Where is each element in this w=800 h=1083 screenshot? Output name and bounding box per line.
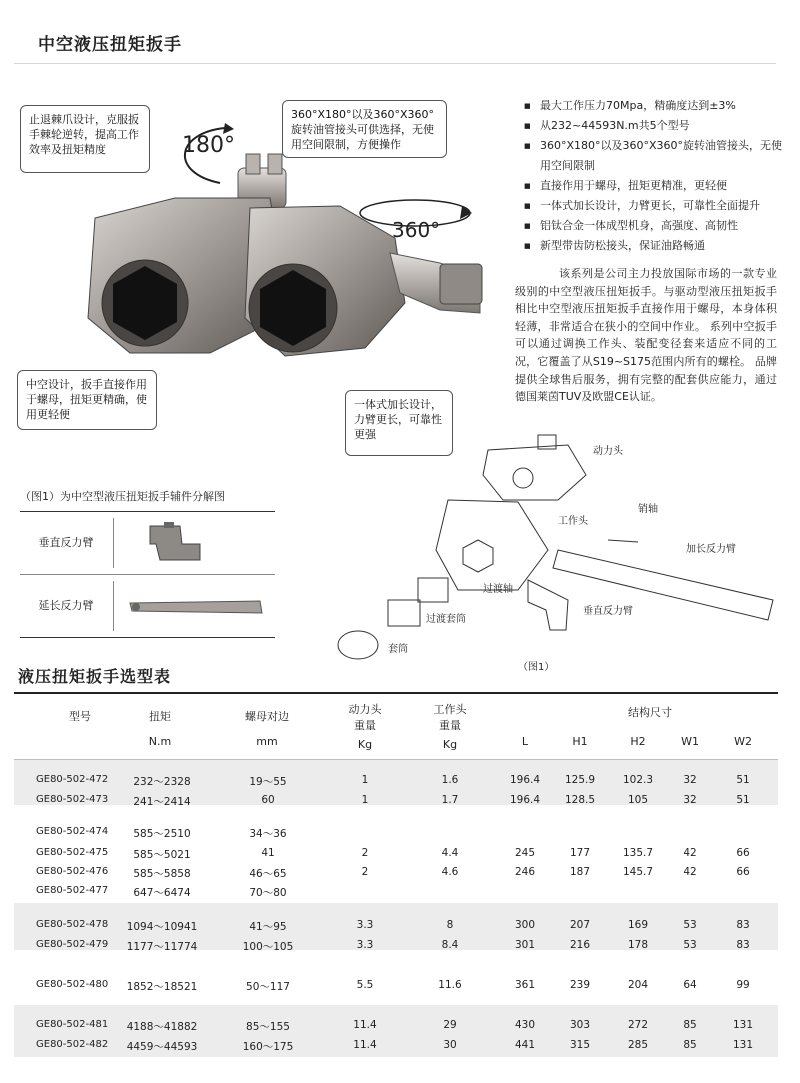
exploded-diagram — [318, 430, 798, 675]
cell-W2: 51 — [736, 794, 750, 806]
cell-W1: 32 — [683, 794, 697, 806]
label-power-head: 动力头 — [593, 446, 623, 457]
row-divider — [113, 581, 114, 631]
feature-item: ■ 新型带齿防松接头，保证油路畅通 — [522, 236, 792, 256]
cell-W2: 83 — [736, 939, 750, 951]
cell-nut: 160～175 — [242, 1041, 294, 1053]
cell-nut: 85～155 — [246, 1021, 290, 1033]
col-header-W2: W2 — [734, 735, 752, 748]
cell-H1: 128.5 — [564, 794, 596, 806]
cell-L: 245 — [514, 847, 536, 859]
cell-W2: 99 — [736, 979, 750, 991]
cell-W1: 42 — [683, 866, 697, 878]
cell-torque: 232～2328 — [133, 776, 191, 788]
cell-H1: 303 — [569, 1019, 591, 1031]
feature-item: ■ 最大工作压力70Mpa，精确度达到±3% — [522, 96, 792, 116]
cell-model: GE80-502-475 — [36, 847, 109, 858]
cell-model: GE80-502-480 — [36, 979, 109, 990]
cell-model: GE80-502-472 — [36, 774, 109, 785]
col-header-model: 型号 — [69, 710, 91, 723]
cell-L: 430 — [514, 1019, 536, 1031]
accessory-row — [20, 575, 275, 637]
cell-W2: 131 — [732, 1039, 754, 1051]
cell-H2: 204 — [627, 979, 649, 991]
title-divider — [14, 63, 776, 64]
cell-H2: 135.7 — [622, 847, 654, 859]
col-header-dimensions: 结构尺寸 — [628, 706, 672, 719]
feature-item: ■ 从232~44593N.m共5个型号 — [522, 116, 792, 136]
cell-L: 301 — [514, 939, 536, 951]
cell-H1: 177 — [569, 847, 591, 859]
cell-H2: 105 — [627, 794, 649, 806]
accessory-table — [20, 511, 275, 638]
cell-power-weight: 2 — [361, 847, 369, 859]
cell-W1: 85 — [683, 1039, 697, 1051]
cell-torque: 4188～41882 — [126, 1021, 198, 1033]
callout-extension: 一体式加长设计，力臂更长，可靠性更强 — [345, 390, 453, 456]
cell-nut: 19～55 — [249, 776, 287, 788]
cell-W1: 53 — [683, 919, 697, 931]
cell-power-weight: 11.4 — [353, 1019, 377, 1031]
col-header-work-unit: Kg — [442, 738, 458, 751]
cell-H2: 178 — [627, 939, 649, 951]
label-sleeve: 过渡轴 — [483, 584, 513, 595]
cell-power-weight: 1 — [361, 774, 369, 786]
col-header-L: L — [521, 735, 529, 748]
col-header-nut: 螺母对边 — [245, 710, 289, 723]
feature-item: ■ 铝钛合金一体成型机身，高强度、高韧性 — [522, 216, 792, 236]
cell-power-weight: 3.3 — [356, 919, 374, 931]
cell-torque: 585～5858 — [133, 868, 191, 880]
col-header-power-weight: 动力头 — [348, 703, 382, 716]
cell-H2: 272 — [627, 1019, 649, 1031]
cell-H1: 125.9 — [564, 774, 596, 786]
cell-nut: 50～117 — [246, 981, 290, 993]
cell-nut: 41 — [261, 847, 275, 859]
accessory-caption: （图1）为中空型液压扭矩扳手辅件分解图 — [20, 490, 225, 503]
cell-work-weight: 8 — [446, 919, 454, 931]
product-photo — [10, 88, 505, 478]
cell-torque: 1177～11774 — [126, 941, 198, 953]
cell-torque: 4459～44593 — [126, 1041, 198, 1053]
feature-list — [522, 96, 792, 256]
col-header-torque: 扭矩 — [149, 710, 171, 723]
cell-model: GE80-502-481 — [36, 1019, 109, 1030]
cell-H2: 285 — [627, 1039, 649, 1051]
cell-torque: 1094～10941 — [126, 921, 198, 933]
cell-model: GE80-502-474 — [36, 826, 109, 837]
cell-power-weight: 11.4 — [353, 1039, 377, 1051]
cell-torque: 647～6474 — [133, 887, 191, 899]
cell-nut: 70～80 — [249, 887, 287, 899]
cell-L: 441 — [514, 1039, 536, 1051]
cell-torque: 241～2414 — [133, 796, 191, 808]
label-vert-arm: 垂直反力臂 — [583, 606, 633, 617]
extended-arm-image — [120, 579, 270, 633]
cell-H1: 207 — [569, 919, 591, 931]
cell-model: GE80-502-478 — [36, 919, 109, 930]
cell-work-weight: 4.4 — [441, 847, 459, 859]
cell-nut: 46～65 — [249, 868, 287, 880]
cell-W1: 32 — [683, 774, 697, 786]
cell-W1: 85 — [683, 1019, 697, 1031]
col-header-H1: H1 — [572, 735, 588, 748]
cell-nut: 60 — [261, 794, 275, 806]
cell-torque: 585～5021 — [133, 849, 191, 861]
cell-W2: 131 — [732, 1019, 754, 1031]
cell-work-weight: 4.6 — [441, 866, 459, 878]
cell-nut: 41～95 — [249, 921, 287, 933]
cell-L: 361 — [514, 979, 536, 991]
label-work-head: 工作头 — [558, 516, 588, 527]
vertical-arm-image — [120, 516, 270, 570]
exploded-caption: （图1） — [518, 662, 555, 673]
cell-W2: 66 — [736, 866, 750, 878]
cell-H1: 239 — [569, 979, 591, 991]
rotation-180-label: 180° — [182, 133, 235, 158]
cell-torque: 1852～18521 — [126, 981, 198, 993]
accessory-row — [20, 512, 275, 574]
col-header-nut-unit: mm — [256, 735, 278, 748]
cell-H2: 102.3 — [622, 774, 654, 786]
callout-hollow: 中空设计，扳手直接作用于螺母，扭矩更精确，使用更轻便 — [17, 370, 157, 430]
cell-L: 196.4 — [509, 774, 541, 786]
col-header-H2: H2 — [630, 735, 646, 748]
cell-H1: 315 — [569, 1039, 591, 1051]
col-header-power-weight-2: 重量 — [354, 719, 376, 732]
cell-W2: 66 — [736, 847, 750, 859]
cell-H2: 169 — [627, 919, 649, 931]
cell-H1: 187 — [569, 866, 591, 878]
cell-L: 246 — [514, 866, 536, 878]
cell-work-weight: 30 — [443, 1039, 457, 1051]
callout-anti-reverse: 止退棘爪设计，克服扳手棘轮逆转，提高工作效率及扭矩精度 — [20, 105, 150, 173]
col-header-torque-unit: N.m — [148, 735, 172, 748]
cell-power-weight: 5.5 — [356, 979, 374, 991]
cell-power-weight: 2 — [361, 866, 369, 878]
col-header-power-unit: Kg — [357, 738, 373, 751]
row-separator — [14, 759, 778, 760]
feature-item: ■ 一体式加长设计，力臂更长，可靠性全面提升 — [522, 196, 792, 216]
cell-W1: 42 — [683, 847, 697, 859]
feature-item: ■ 直接作用于螺母，扭矩更精准，更轻便 — [522, 176, 792, 196]
cell-model: GE80-502-477 — [36, 885, 109, 896]
col-header-W1: W1 — [681, 735, 699, 748]
col-header-work-weight-2: 重量 — [439, 719, 461, 732]
cell-work-weight: 29 — [443, 1019, 457, 1031]
cell-H1: 216 — [569, 939, 591, 951]
cell-work-weight: 1.6 — [441, 774, 459, 786]
label-pin: 销轴 — [638, 504, 658, 515]
cell-work-weight: 11.6 — [438, 979, 462, 991]
cell-W1: 53 — [683, 939, 697, 951]
label-ext-arm: 加长反力臂 — [686, 544, 736, 555]
cell-H2: 145.7 — [622, 866, 654, 878]
selection-title: 液压扭矩扳手选型表 — [18, 667, 172, 686]
cell-nut: 34～36 — [249, 828, 287, 840]
callout-swivel: 360°X180°以及360°X360°旋转油管接头可供选择，无使用空间限制，方便操作 — [282, 100, 447, 158]
description-paragraph: 该系列是公司主力投放国际市场的一款专业级别的中空型液压扭矩扳手。与驱动型液压扭矩扳手相比中空型液压扭矩扳手直接作用于螺母，本身体积轻薄，非常适合在狭小的空间中作业。 系列中空扳手可以通过调换工作头、装配变径套来适应不同的工况，它覆盖了从S19~S175范围内所有的螺栓。 品牌提供全球售后服务，拥有完整的配套供应能力，通过德国莱茵TUV及欧盟CE认证。 — [515, 267, 777, 404]
page-title: 中空液压扭矩扳手 — [38, 35, 182, 55]
table-top-rule — [14, 692, 778, 694]
row-divider — [113, 518, 114, 568]
cell-torque: 585～2510 — [133, 828, 191, 840]
cell-L: 196.4 — [509, 794, 541, 806]
cell-L: 300 — [514, 919, 536, 931]
accessory-label: 延长反力臂 — [38, 599, 94, 612]
cell-model: GE80-502-479 — [36, 939, 109, 950]
cell-W2: 51 — [736, 774, 750, 786]
cell-nut: 100～105 — [242, 941, 294, 953]
cell-W2: 83 — [736, 919, 750, 931]
cell-power-weight: 3.3 — [356, 939, 374, 951]
label-adapter: 过渡套筒 — [426, 614, 466, 625]
cell-power-weight: 1 — [361, 794, 369, 806]
rotation-360-label: 360° — [392, 218, 441, 242]
col-header-work-weight: 工作头 — [433, 703, 467, 716]
label-socket: 套筒 — [388, 644, 408, 655]
cell-model: GE80-502-482 — [36, 1039, 109, 1050]
feature-item: ■ 360°X180°以及360°X360°旋转油管接头，无使用空间限制 — [522, 136, 792, 176]
cell-work-weight: 1.7 — [441, 794, 459, 806]
cell-W1: 64 — [683, 979, 697, 991]
cell-model: GE80-502-476 — [36, 866, 109, 877]
accessory-label: 垂直反力臂 — [38, 536, 94, 549]
cell-work-weight: 8.4 — [441, 939, 459, 951]
cell-model: GE80-502-473 — [36, 794, 109, 805]
